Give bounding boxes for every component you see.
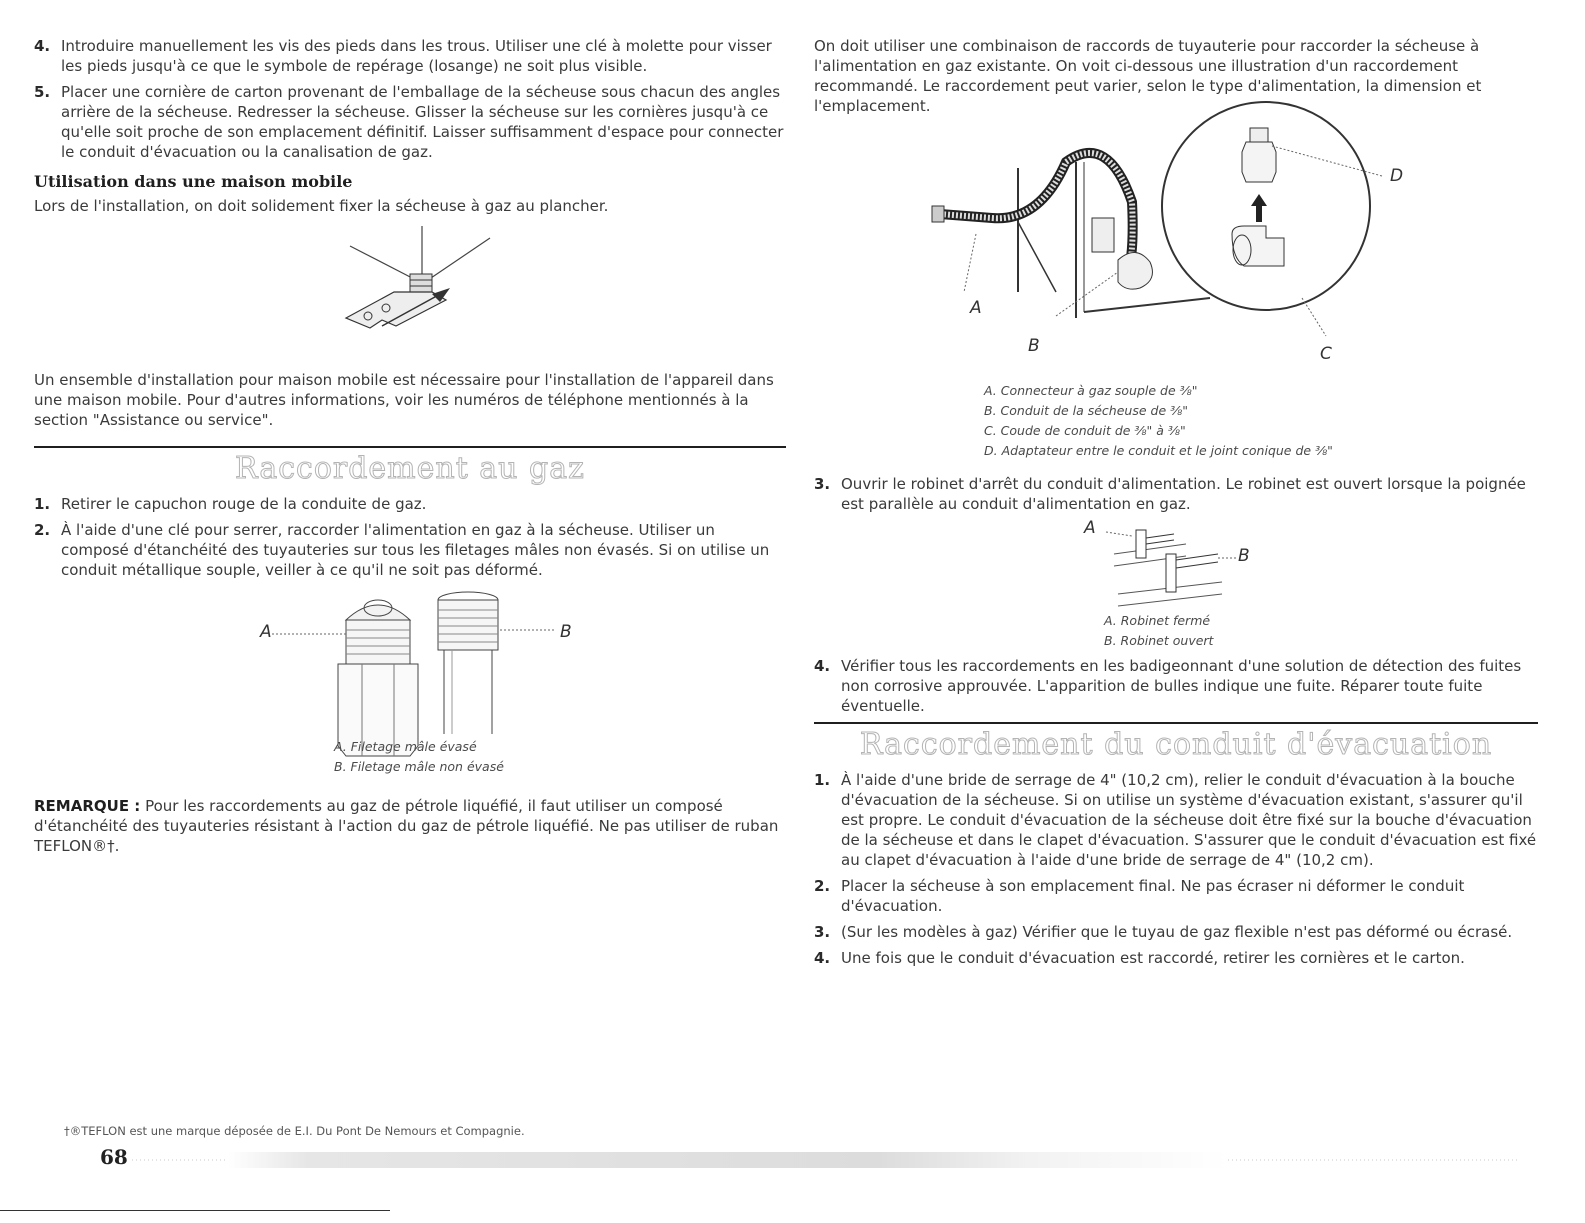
figure-label-b: B <box>560 622 572 642</box>
list-item <box>814 922 1538 942</box>
figure-label-b: B <box>1028 336 1040 356</box>
step-number: 2. <box>34 521 51 539</box>
list-item <box>34 494 786 514</box>
vent-connection-title: Raccordement du conduit d'évacuation <box>859 727 1493 762</box>
step-number: 3. <box>814 475 831 493</box>
step-text: Vérifier tous les raccordements en les badigeonnant d'une solution de détection des fuites non corrosive approuvée. L'apparition de bulles indique une fuite. Réparer toute fuite éventuelle. <box>841 657 1522 715</box>
step-text: (Sur les modèles à gaz) Vérifier que le tuyau de gaz flexible n'est pas déformé ou écrasé. <box>841 923 1513 941</box>
step-number: 1. <box>814 771 831 789</box>
vent-steps <box>814 770 1538 968</box>
figure-caption: B. Conduit de la sécheuse de ⅜" <box>984 403 1188 418</box>
gas-connection-illustration <box>814 122 1538 386</box>
lp-gas-note <box>34 796 786 856</box>
bottom-rule <box>0 1210 390 1211</box>
figure-label-c: C <box>1320 344 1332 364</box>
step-text: Placer la sécheuse à son emplacement final. Ne pas écraser ni déformer le conduit d'évacuation. <box>841 877 1465 915</box>
figure-caption: B. Robinet ouvert <box>1104 633 1214 648</box>
step-text: Ouvrir le robinet d'arrêt du conduit d'alimentation. Le robinet est ouvert lorsque la poignée est parallèle au conduit d'alimentation en gaz. <box>841 475 1526 513</box>
figure-caption: D. Adaptateur entre le conduit et le joint conique de ⅜" <box>984 443 1333 458</box>
gas-connection-figure <box>814 122 1538 474</box>
step-number: 4. <box>814 949 831 967</box>
figure-label-b: B <box>1238 546 1250 566</box>
note-text: Pour les raccordements au gaz de pétrole liquéfié, il faut utiliser un composé d'étanchéité des tuyauteries résistant à l'action du gaz de pétrole liquéfié. Ne pas utiliser de ruban TEFLON®†. <box>34 797 779 855</box>
step-number: 2. <box>814 877 831 895</box>
valve-illustration <box>814 520 1538 616</box>
list-item <box>34 82 786 162</box>
list-item <box>34 520 786 580</box>
step-text: À l'aide d'une clé pour serrer, raccorder l'alimentation en gaz à la sécheuse. Utiliser un composé d'étanchéité des tuyauteries sur tous les filetages mâles non évasés. Si on utilise un conduit métallique souple, veiller à ce qu'il ne soit pas déformé. <box>61 521 770 579</box>
figure-label-a: A <box>970 298 982 318</box>
step-text: Placer une cornière de carton provenant de l'emballage de la sécheuse sous chacun des angles arrière de la sécheuse. Redresser la sécheuse. Glisser la sécheuse sur les cornières jusqu'à ce qu'elle soit proche de son emplacement définitif. Laisser suffisamment d'espace pour connecter le conduit d'évacuation ou la canalisation de gaz. <box>61 83 784 161</box>
leveling-steps <box>34 36 786 162</box>
section-divider <box>814 722 1538 724</box>
right-column <box>814 36 1538 974</box>
list-item <box>814 876 1538 916</box>
step-number: 4. <box>34 37 51 55</box>
figure-label-d: D <box>1390 166 1404 186</box>
figure-caption: A. Connecteur à gaz souple de ⅜" <box>984 383 1198 398</box>
step-text: À l'aide d'une bride de serrage de 4" (10,2 cm), relier le conduit d'évacuation à la bouche d'évacuation de la sécheuse. Si on utilise un système d'évacuation existant, s'assurer qu'il est propre. Le conduit d'évacuation de la sécheuse doit être fixé sur la bouche d'évacuation de la sécheuse et dans le clapet d'évacuation. S'assurer que le conduit d'évacuation est fixé au clapet d'évacuation à l'aide d'une bride de serrage de 4" (10,2 cm). <box>841 771 1537 869</box>
figure-caption: C. Coude de conduit de ⅜" à ⅜" <box>984 423 1186 438</box>
gas-connection-title: Raccordement au gaz <box>235 451 585 486</box>
list-item <box>34 36 786 76</box>
valve-step <box>814 474 1538 514</box>
mobile-home-paragraph: Lors de l'installation, on doit solidement fixer la sécheuse à gaz au plancher. <box>34 197 609 215</box>
gas-steps <box>34 494 786 580</box>
bracket-illustration <box>34 222 786 368</box>
step-text: Introduire manuellement les vis des pieds dans les trous. Utiliser une clé à molette pour visser les pieds jusqu'à ce que le symbole de repérage (losange) ne soit plus visible. <box>61 37 772 75</box>
note-label: REMARQUE : <box>34 797 141 815</box>
teflon-footnote: †®TEFLON est une marque déposée de E.I. Du Pont De Nemours et Compagnie. <box>64 1124 525 1138</box>
figure-caption: B. Filetage mâle non évasé <box>334 759 504 774</box>
figure-label-a: A <box>1084 518 1096 538</box>
mobile-home-kit-paragraph: Un ensemble d'installation pour maison mobile est nécessaire pour l'installation de l'appareil dans une maison mobile. Pour d'autres informations, voir les numéros de téléphone mentionnés à la section "Assistance ou service". <box>34 371 774 429</box>
step-number: 4. <box>814 657 831 675</box>
figure-caption: A. Filetage mâle évasé <box>334 739 477 754</box>
list-item <box>814 474 1538 514</box>
figure-label-a: A <box>260 622 272 642</box>
mobile-home-heading: Utilisation dans une maison mobile <box>34 172 353 191</box>
left-column <box>34 36 786 856</box>
step-number: 3. <box>814 923 831 941</box>
page-number: 68 <box>100 1145 128 1169</box>
list-item <box>814 656 1538 716</box>
valve-figure <box>814 520 1538 656</box>
step-number: 1. <box>34 495 51 513</box>
intro-paragraph: On doit utiliser une combinaison de raccords de tuyauterie pour raccorder la sécheuse à l'alimentation en gaz existante. On voit ci-dessous une illustration d'un raccordement recommandé. Le raccordement peut varier, selon le type d'alimentation, la dimension et l'emplacement. <box>814 37 1482 115</box>
step-number: 5. <box>34 83 51 101</box>
thread-figure <box>34 586 786 782</box>
step-text: Retirer le capuchon rouge de la conduite de gaz. <box>61 495 427 513</box>
footer-decorative-bar <box>132 1152 1518 1168</box>
figure-caption: A. Robinet fermé <box>1104 613 1211 628</box>
list-item <box>814 948 1538 968</box>
section-divider <box>34 446 786 448</box>
list-item <box>814 770 1538 870</box>
step-text: Une fois que le conduit d'évacuation est raccordé, retirer les cornières et le carton. <box>841 949 1465 967</box>
mobile-home-bracket-figure <box>34 222 786 368</box>
leak-check-step <box>814 656 1538 716</box>
